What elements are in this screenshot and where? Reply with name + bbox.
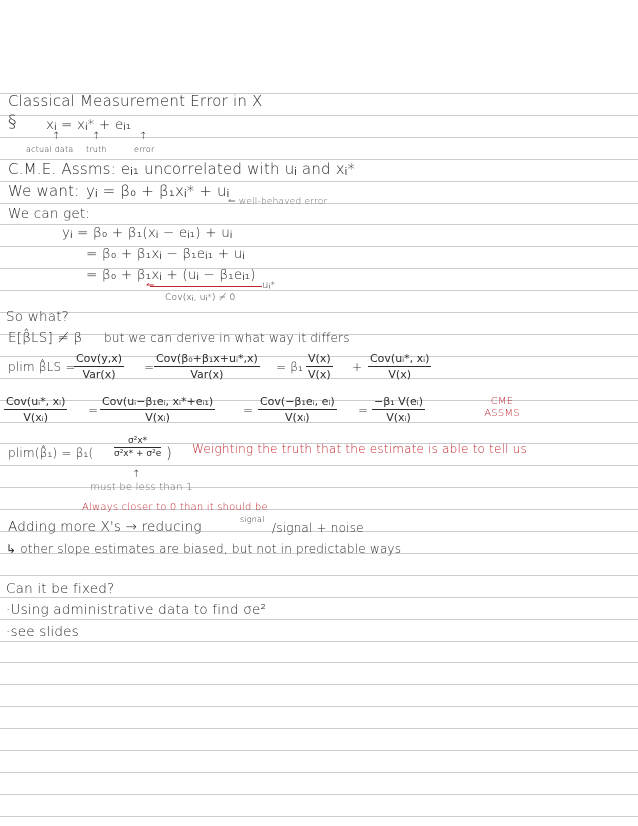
expectation-line: E[β̂LS] ≠ β bbox=[8, 330, 83, 346]
weighting-note: Weighting the truth that the estimate is able to tell us bbox=[192, 442, 527, 456]
plim-beta1-lhs: plim(β̂₁) = β₁( bbox=[8, 446, 94, 460]
slope-bias-note: ↳ other slope estimates are biased, but not in predictable ways bbox=[6, 542, 402, 556]
frac-cov-ui-xi bbox=[368, 352, 431, 381]
frac-den: Var(x) bbox=[190, 368, 224, 381]
frac-num: Cov(uᵢ*, xᵢ) bbox=[370, 352, 430, 365]
margin-symbol: § bbox=[8, 112, 17, 132]
want-label: We want: bbox=[8, 182, 80, 200]
equals-beta1: = β₁ bbox=[276, 360, 304, 374]
equals-sign: = bbox=[243, 403, 254, 417]
frac-den: V(xᵢ) bbox=[145, 411, 170, 424]
close-paren: ) bbox=[166, 444, 173, 462]
cme-assumptions: C.M.E. Assms: eᵢ₁ uncorrelated with uᵢ and xᵢ* bbox=[8, 160, 356, 178]
frac-num: Cov(uᵢ−β₁eᵢ, xᵢ*+eᵢ₁) bbox=[102, 395, 214, 408]
label-error: error bbox=[134, 145, 155, 154]
up-arrow-icon: ↑ bbox=[132, 469, 141, 480]
signal-noise: /signal + noise bbox=[272, 521, 364, 535]
frac-signal-ratio bbox=[114, 436, 161, 459]
frac-den: V(x) bbox=[388, 368, 412, 381]
frac-cov-expanded bbox=[154, 352, 260, 381]
closer-to-zero-note: Always closer to 0 than it should be bbox=[82, 502, 268, 513]
frac-cov-neg-b1ei bbox=[258, 395, 337, 424]
frac-den: V(xᵢ) bbox=[285, 411, 310, 424]
frac-num: Cov(y,x) bbox=[76, 352, 123, 365]
ui-star-label: uᵢ* bbox=[262, 280, 276, 291]
plim-lhs: plim β̂LS = bbox=[8, 360, 76, 374]
frac-cov-ui-b1ei bbox=[100, 395, 215, 424]
frac-den: V(x) bbox=[308, 368, 331, 381]
up-arrow-icon: ↑ bbox=[52, 131, 61, 142]
plus-sign: + bbox=[352, 360, 363, 374]
label-actual-data: actual data bbox=[26, 145, 74, 154]
frac-num: Cov(uᵢ*, xᵢ) bbox=[6, 395, 66, 408]
frac-vx bbox=[306, 352, 333, 381]
frac-num: σ²x* bbox=[114, 436, 161, 448]
derivation-line-2: = β₀ + β₁xᵢ − β₁eᵢ₁ + uᵢ bbox=[86, 246, 245, 262]
must-less-note: must be less than 1 bbox=[90, 482, 193, 493]
well-behaved-note: ↼ well-behaved error bbox=[228, 197, 328, 207]
signal-superscript: signal bbox=[240, 515, 265, 524]
want-equation: yᵢ = β₀ + β₁xᵢ* + uᵢ bbox=[86, 182, 230, 200]
model-equation: xᵢ = xᵢ* + eᵢ₁ bbox=[46, 117, 132, 133]
note-title: Classical Measurement Error in X bbox=[8, 92, 263, 110]
so-what: So what? bbox=[6, 309, 70, 325]
left-arrow-icon: ↼ bbox=[146, 280, 155, 291]
frac-neg-b1-vei bbox=[372, 395, 425, 424]
frac-num: V(x) bbox=[308, 352, 331, 365]
frac-den: V(xᵢ) bbox=[386, 411, 411, 424]
bullet-see-slides: ·see slides bbox=[6, 624, 79, 640]
frac-num: Cov(−β₁eᵢ, eᵢ) bbox=[260, 395, 335, 408]
frac-cov-ui-xi-2 bbox=[4, 395, 67, 424]
up-arrow-icon: ↑ bbox=[139, 131, 148, 142]
equals-sign: = bbox=[88, 403, 99, 417]
frac-num: −β₁ V(eᵢ) bbox=[374, 395, 423, 408]
red-underbrace bbox=[150, 286, 262, 287]
get-label: We can get: bbox=[8, 206, 91, 222]
derivation-line-3: = β₀ + β₁xᵢ + (uᵢ − β₁eᵢ₁) bbox=[86, 267, 256, 283]
adding-more-xs: Adding more X's → reducing bbox=[8, 519, 202, 535]
frac-den: Var(x) bbox=[82, 368, 116, 381]
frac-cov-yx bbox=[74, 352, 124, 381]
frac-den: σ²x* + σ²e bbox=[114, 449, 162, 459]
expectation-note: but we can derive in what way it differs bbox=[104, 331, 350, 345]
derivation-line-1: yᵢ = β₀ + β₁(xᵢ − eᵢ₁) + uᵢ bbox=[62, 225, 233, 241]
equals-sign: = bbox=[144, 360, 155, 374]
cov-nonzero-note: Cov(xᵢ, uᵢ*) ≠ 0 bbox=[165, 293, 236, 303]
fixed-question: Can it be fixed? bbox=[6, 581, 115, 597]
up-arrow-icon: ↑ bbox=[92, 131, 101, 142]
frac-den: V(xᵢ) bbox=[23, 411, 48, 424]
frac-num: Cov(β₀+β₁x+uᵢ*,x) bbox=[156, 352, 258, 365]
cme-assms-note: CME ASSMS bbox=[484, 396, 520, 419]
equals-sign: = bbox=[358, 403, 369, 417]
label-truth: truth bbox=[86, 145, 107, 154]
bullet-admin-data: ·Using administrative data to find σe² bbox=[6, 602, 267, 618]
